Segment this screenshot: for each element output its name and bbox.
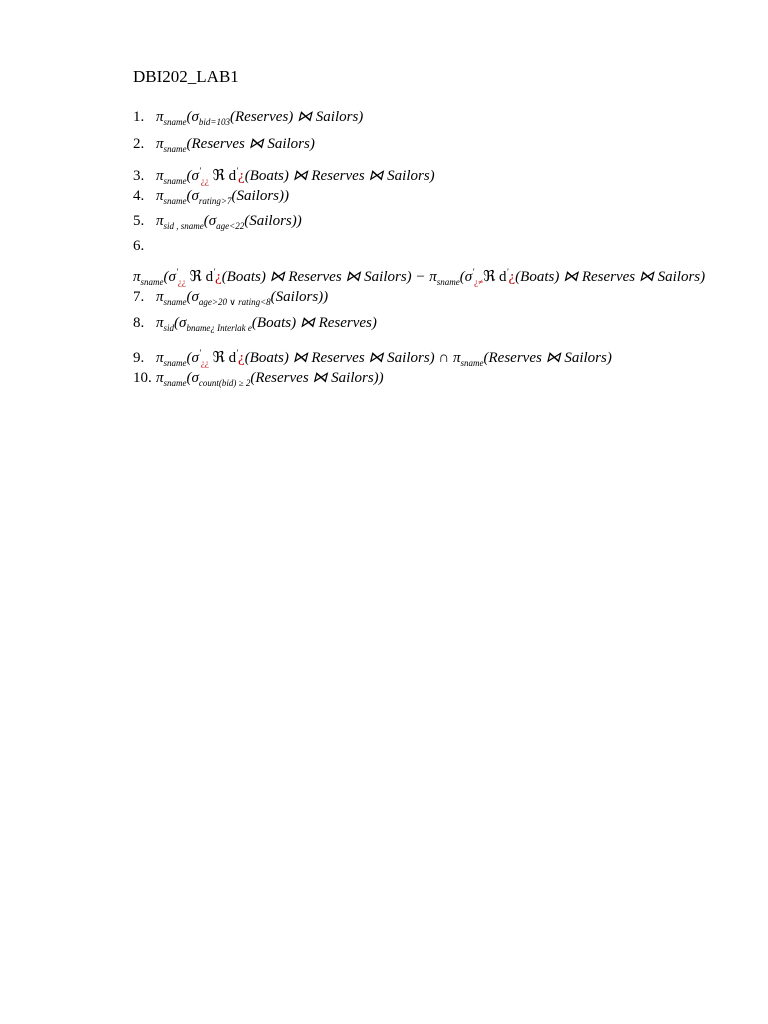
query-3: 3. $\pi_{sname}(\sigma'_{¿¿}$ ℜ d'¿(Boats) ⋈ Reserves ⋈ Sailors) <box>133 166 435 186</box>
item-number: 1. <box>133 109 145 125</box>
query-1: 1. $\pi_{sname}(\sigma_{bid=103}(Reserves)$ ⋈ Sailors) <box>133 109 364 127</box>
query-6-number <box>133 236 156 256</box>
query-4: 4. $\pi_{sname}(\sigma_{rating>7}(Sailors))$ <box>133 188 289 206</box>
item-number: 7. <box>133 289 145 305</box>
item-number: 9. <box>133 350 145 366</box>
query-7: 7. $\pi_{sname}(\sigma_{age>20 \vee rating<8}(Sailors))$ <box>133 289 329 307</box>
query-8: 8. $\pi_{sid}(\sigma_{bname¿ Interlak e}(Boats)$ ⋈ Reserves) <box>133 315 377 333</box>
document-title: DBI202_LAB1 <box>133 67 239 86</box>
query-2: 2. $\pi_{sname}(Reserves$ ⋈ Sailors) <box>133 136 315 154</box>
query-6: $\pi_{sname}(\sigma'_{¿¿}$ ℜ d'¿(Boats) ⋈ Reserves ⋈ Sailors) − $\pi_{sname}(\sigma'_{¿\ne}ℜ$ d'¿(Boats) ⋈ Reserves ⋈ Sailors) <box>133 267 706 287</box>
item-number: 5. <box>133 213 145 229</box>
query-9: 9. $\pi_{sname}(\sigma'_{¿¿}$ ℜ d'¿(Boats) ⋈ Reserves ⋈ Sailors) ∩ $\pi_{sname}(Reserves$ ⋈ Sailors) <box>133 348 612 368</box>
item-number: 6. <box>133 238 145 254</box>
item-number: 4. <box>133 188 145 204</box>
query-5: 5. $\pi_{sid , sname}(\sigma_{age<22}(Sailors))$ <box>133 213 302 231</box>
item-number: 2. <box>133 136 145 152</box>
item-number: 3. <box>133 168 145 184</box>
item-number: 10. <box>133 370 152 386</box>
item-number: 8. <box>133 315 145 331</box>
query-10: 10. $\pi_{sname}(\sigma_{count(bid) \ge 2}(Reserves$ ⋈ Sailors)) <box>133 370 384 388</box>
